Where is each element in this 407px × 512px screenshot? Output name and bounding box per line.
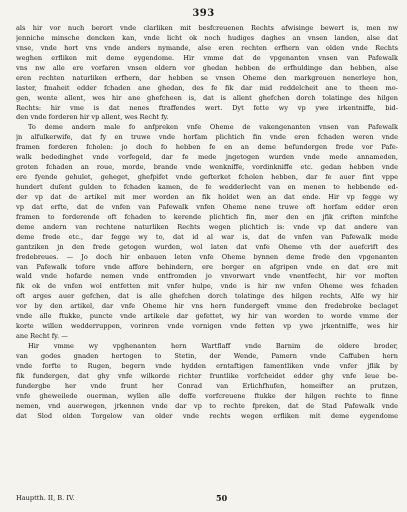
text-line: wald vnde hofarde nemen vnde entfromden jo vnvorwart vnde vnentfecht, hir vor moften: [16, 272, 398, 281]
text-line: groten fchaden an roue, morde, brande vnde wenkniffe, vordinkniffe etc. gedan hebben vnde: [16, 163, 398, 172]
text-line: van Pafewalk tofore vnde affore behindern, ere borger en afgripen vnde en dat ere mit: [16, 262, 398, 271]
text-line: deme andern van rechtene naturliken Rechts wegen plichtich is: vnde vp dat andere van: [16, 222, 398, 231]
text-line: ane Recht fy. —: [16, 332, 68, 341]
text-line: van godes gnaden hertogen to Stetin, der Wende, Pamern vnde Caffuben hern: [16, 351, 398, 360]
text-line: jn alfulkerwife, dat fy en truwe vnde horfam plichtich fin vnde eren fchaden weren vnde: [16, 133, 398, 142]
text-line: eren rechten naturliken erfhern, dar hebben se vnsen Oheme den markgreuen nenerleye hon,: [16, 73, 398, 82]
text-line: hundert duſent gulden to fchaden kamen, de fe wedderlecht van en menen to hebbende ed-: [16, 183, 398, 191]
text-line: korte willen wedderruppen, vorinren vnde vornigen vnde fetten vp ywe jrkentniffe, wes hir: [16, 322, 398, 331]
text-line: als hir vor nuch berort vnde clarliken mit besfcreuenen Rechts afwisinge bewert is, men nw: [16, 24, 398, 32]
text-line: der vp dat de artikel mit mer worden an fik holdet wen an dat ende. Hir vp fegge wy: [16, 192, 398, 201]
text-line: dat Slod olden Torgelow van older vnde rechts wegen erfliken mit deme eygendome: [16, 411, 398, 420]
text-line: vp dat erfte, dat de vnfen van Pafewalk vnfen Oheme nene truwe oft horfam edder eren: [16, 202, 398, 211]
text-line: fik fundergen, dat ghy vnfe wilkorde richter fruntlike vorfcheidet edder ghy vnfe leue be-: [16, 371, 398, 380]
text-line: fik ok de vnfen wol entfetten mit vnfer hulpe, vnde is hir nw vnfen Oheme wes fchaden: [16, 282, 398, 291]
text-line: gen, wente allent, wes hir ane ghefcheen is, dat is allent ghefchen dorch tolatinge des hilgen: [16, 93, 398, 102]
text-line: Rechts: hir vme is dat nenes ftraffendes wert. Dyt fette wy vp ywe irkentniffe, bid-: [16, 103, 398, 112]
text-line: Hir vmme wy vpghenanten hern Wartflaff vnde Barnim de oldere broder,: [28, 342, 398, 350]
text-line: To deme andern male fo anfpreken vnfe Oheme de vakengenanten vnsen van Pafewalk: [28, 123, 398, 132]
folio-number: 50: [216, 493, 228, 503]
text-line: oft arges auer gefchen, dat is alle ghefchen dorch tolatinge des hilgen rechts, Alfe wy hir: [16, 292, 398, 301]
text-line: laster, fmaheit edder fchaden ane ghedan, des fe fik dar mid reddelcheit ane to theen mo-: [16, 83, 398, 92]
text-line: nemen, vnd auerwegen, jrkennen vnde dar vp to rechte fpreken, dat de Stad Pafewalk vnde: [16, 401, 398, 410]
text-line: fredebreues. — Jo doch hir enbauen leten vnfe Oheme bynnen deme frede den vpgenanten: [16, 252, 398, 261]
text-line: vnde alle ftukke, puncte vnde artikele dar gefettet, wy hir van worden to worde vmme der: [16, 312, 398, 321]
text-line: walk bededinghet vnde vorfegeld, dar fe mede jngetogen wurden vnde mede annameden,: [16, 153, 398, 162]
page-number: 393: [192, 8, 215, 19]
text-line: vor by den artikel, dar vnfe Oheme hir vns hern fundergeft vmme den fredebroke beclaget: [16, 302, 398, 311]
text-line: jenniche minsche dencken kan, vnde licht ok noch hudiges daghes an vnsen landen, alse dat: [16, 33, 398, 42]
text-line: vnde forfte to Rugen, begern vnde hydden erntaftigen famentliken vnde vnfer jflik by: [16, 361, 398, 370]
text-line: fundergbe her vnde frunt her Conrad van Erlichfhufen, homeifter an prutzen,: [16, 381, 398, 390]
text-line: vns nw alle ere vorfaren vnsen oldern vor ghedan hebben de erfhuldinge dan hebben, alse: [16, 63, 398, 72]
text-line: gantziken jn den frede getogen wurden, wol laten dat vnfe Oheme vth der auefcrift des: [16, 242, 398, 251]
text-line: weghen erfliken mit deme eygendome. Hir vmme dat de vpgenanten vnsen van Pafewalk: [16, 53, 398, 62]
text-line: framen forderen fcholen: jo doch fo hebben fe en an deme befundergen frede vor Pafe-: [16, 143, 398, 152]
text-line: deme frede etc., dar fegge wy to, dat id al war is, dat de vnfen van Pafewalk mede: [16, 232, 398, 241]
printer-signature: Hauptth. II, B. IV.: [16, 494, 75, 502]
body-text: [16, 24, 398, 422]
text-line: vnse, vnde hort vns vnde anders nymande, alse eren rechten erfhern van olden vnde Rechts: [16, 43, 398, 52]
text-line: framen to forderende oft fchaden to kerende plichtich fin, mer den en jfik criften minfche: [16, 212, 398, 221]
text-line: den vnde forderen hir vp allent, wes Recht fy.: [16, 113, 169, 122]
text-line: vnfe gheweilede ouerman, wyllen alle deffe vorfcreuene ftukke der hilgen rechte to finne: [16, 391, 398, 400]
text-line: ere fyende gehulet, geheget, ghefpifet vnde gefterket fcholen hebben, dar fe auer fint vppe: [16, 173, 398, 182]
